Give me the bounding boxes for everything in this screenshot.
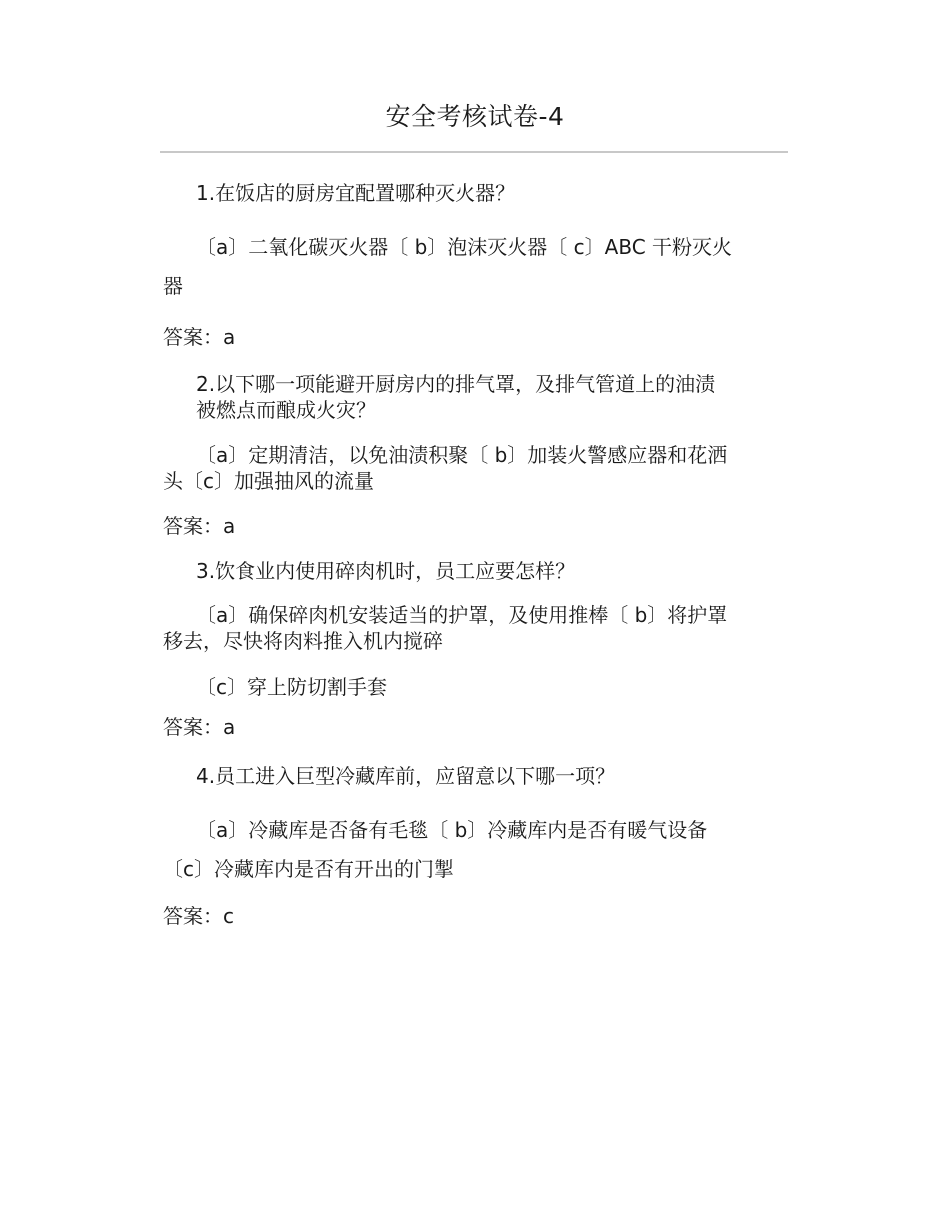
title-divider <box>160 151 788 153</box>
question-2-options-line-2: 头〔c〕加强抽风的流量 <box>163 469 374 493</box>
question-4-answer: 答案：c <box>163 904 234 928</box>
question-1-options-line-1: 〔a〕二氧化碳灭火器〔 b〕泡沫灭火器〔 c〕ABC 干粉灭火 <box>196 235 733 259</box>
question-1-options-line-2: 器 <box>163 274 183 298</box>
question-2-text-line-2: 被燃点而酿成火灾？ <box>196 398 376 422</box>
question-2-answer: 答案：a <box>163 514 236 538</box>
question-3-options-line-2: 移去，尽快将肉料推入机内搅碎 <box>163 629 443 653</box>
question-4-options-line-2: 〔c〕冷藏库内是否有开出的门掣 <box>163 857 454 881</box>
question-1-text: 1.在饭店的厨房宜配置哪种灭火器？ <box>196 181 516 205</box>
question-2-options-line-1: 〔a〕定期清洁，以免油渍积聚〔 b〕加装火警感应器和花洒 <box>196 443 728 467</box>
question-3-options-line-1: 〔a〕确保碎肉机安装适当的护罩，及使用推棒〔 b〕将护罩 <box>196 603 728 627</box>
question-3-options-line-3: 〔c〕穿上防切割手套 <box>196 675 387 699</box>
question-4-options-line-1: 〔a〕冷藏库是否备有毛毯〔 b〕冷藏库内是否有暖气设备 <box>196 818 708 842</box>
question-2-text-line-1: 2.以下哪一项能避开厨房内的排气罩，及排气管道上的油渍 <box>196 372 716 396</box>
question-3-text: 3.饮食业内使用碎肉机时，员工应要怎样？ <box>196 559 576 583</box>
question-4-text: 4.员工进入巨型冷藏库前，应留意以下哪一项？ <box>196 764 616 788</box>
question-1-answer: 答案：a <box>163 325 236 349</box>
document-title: 安全考核试卷-4 <box>385 102 565 131</box>
question-3-answer: 答案：a <box>163 715 236 739</box>
